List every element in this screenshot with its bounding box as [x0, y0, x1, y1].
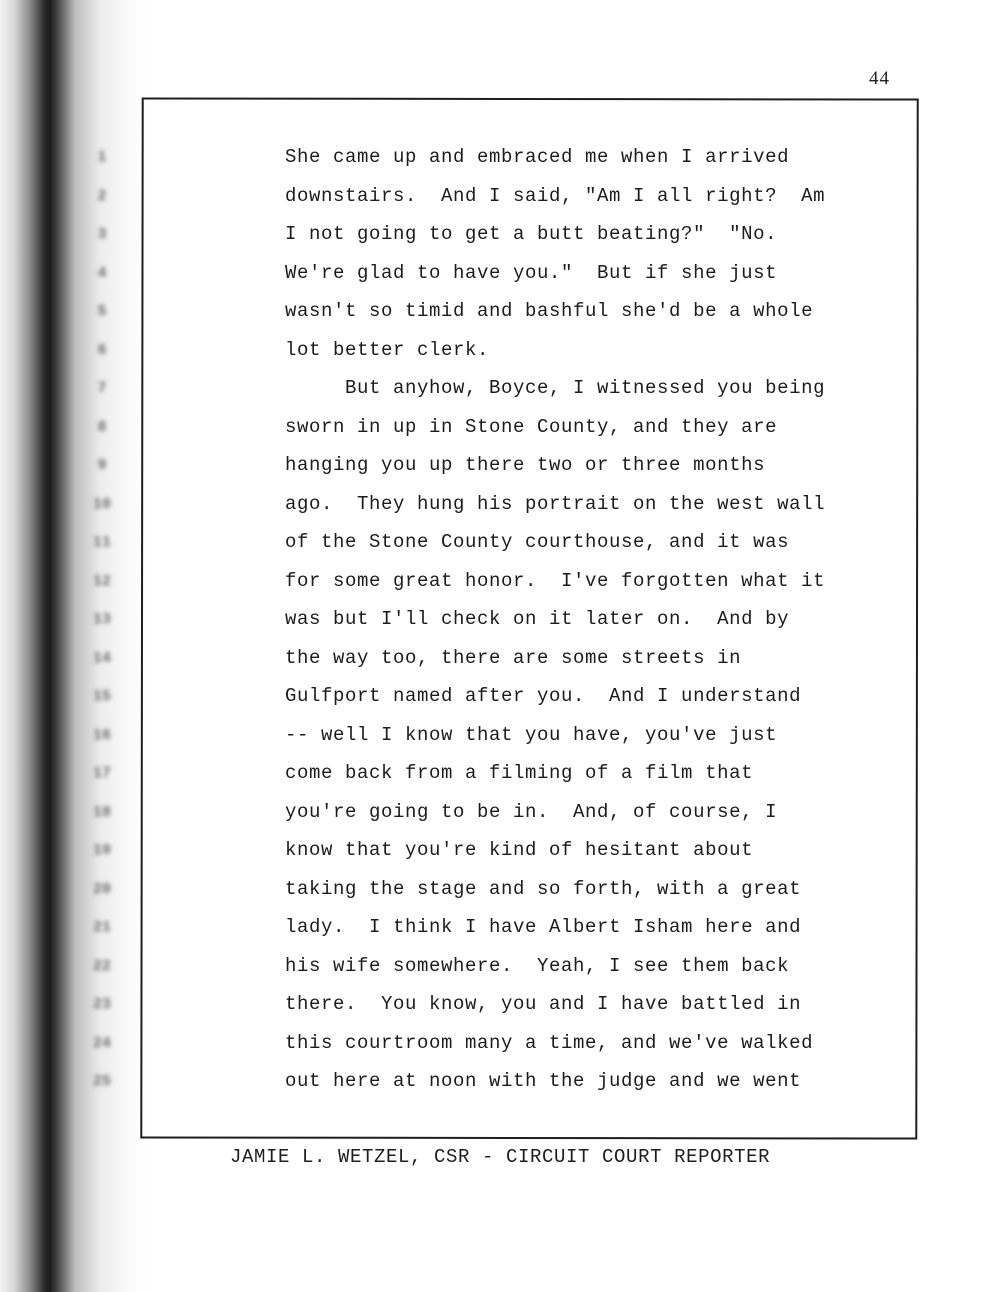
transcript-line: this courtroom many a time, and we've walked — [285, 1031, 814, 1054]
line-number: 11 — [92, 534, 111, 551]
transcript-line: hanging you up there two or three months — [285, 454, 766, 476]
line-number: 1 — [97, 149, 107, 166]
transcript-line: know that you're kind of hesitant about — [285, 839, 754, 861]
transcript-line: you're going to be in. And, of course, I — [285, 800, 778, 823]
transcript-line: his wife somewhere. Yeah, I see them back — [285, 954, 790, 977]
transcript-line: lady. I think I have Albert Isham here and — [285, 916, 802, 938]
transcript-line: -- well I know that you have, you've just — [285, 723, 778, 746]
line-number: 25 — [92, 1073, 111, 1090]
line-number: 17 — [92, 765, 111, 782]
line-number: 18 — [92, 803, 111, 821]
line-number: 9 — [97, 457, 107, 474]
line-number: 3 — [97, 226, 107, 243]
transcript-line: ago. They hung his portrait on the west wall — [285, 492, 826, 515]
transcript-line: for some great honor. I've forgotten what it — [285, 569, 826, 592]
transcript-line: We're glad to have you." But if she just — [285, 261, 778, 284]
line-number: 21 — [92, 919, 111, 936]
transcript-line: out here at noon with the judge and we went — [285, 1070, 802, 1092]
line-number: 10 — [92, 495, 111, 513]
transcript-line: there. You know, you and I have battled in — [285, 993, 802, 1015]
transcript-line: She came up and embraced me when I arrived — [285, 146, 790, 168]
transcript-line: downstairs. And I said, "Am I all right? Am — [285, 184, 826, 207]
line-number: 20 — [92, 880, 111, 898]
line-number: 8 — [97, 418, 107, 436]
transcript-line: of the Stone County courthouse, and it was — [285, 531, 790, 553]
transcript-line: the way too, there are some streets in — [285, 646, 742, 669]
line-number: 24 — [92, 1034, 111, 1052]
transcript-line: come back from a filming of a film that — [285, 762, 754, 784]
page-number: 44 — [869, 68, 890, 89]
transcript-line: But anyhow, Boyce, I witnessed you being — [285, 377, 826, 399]
transcript-line: I not going to get a butt beating?" "No. — [285, 223, 778, 245]
transcript-line: lot better clerk. — [285, 338, 490, 361]
line-number: 23 — [92, 996, 111, 1013]
transcript-line: taking the stage and so forth, with a great — [285, 877, 802, 900]
line-number: 2 — [97, 187, 107, 205]
line-number-column — [86, 148, 118, 1111]
book-spine-shadow — [0, 0, 150, 1292]
transcript-line: wasn't so timid and bashful she'd be a whole — [285, 300, 814, 322]
line-number: 6 — [97, 341, 107, 359]
line-number: 12 — [92, 572, 111, 590]
transcript-line: sworn in up in Stone County, and they are — [285, 415, 778, 438]
line-number: 16 — [92, 726, 111, 744]
line-number: 7 — [97, 380, 107, 397]
line-number: 4 — [97, 264, 107, 282]
line-number: 5 — [97, 303, 107, 320]
reporter-footer: JAMIE L. WETZEL, CSR - CIRCUIT COURT REPORTER — [230, 1146, 771, 1168]
line-number: 14 — [92, 649, 111, 667]
transcript-body — [285, 144, 885, 1107]
line-number: 19 — [92, 842, 111, 859]
transcript-line: Gulfport named after you. And I understand — [285, 685, 802, 707]
line-number: 15 — [92, 688, 111, 705]
line-number: 13 — [92, 611, 111, 628]
line-number: 22 — [92, 957, 111, 975]
transcript-line: was but I'll check on it later on. And by — [285, 608, 790, 630]
